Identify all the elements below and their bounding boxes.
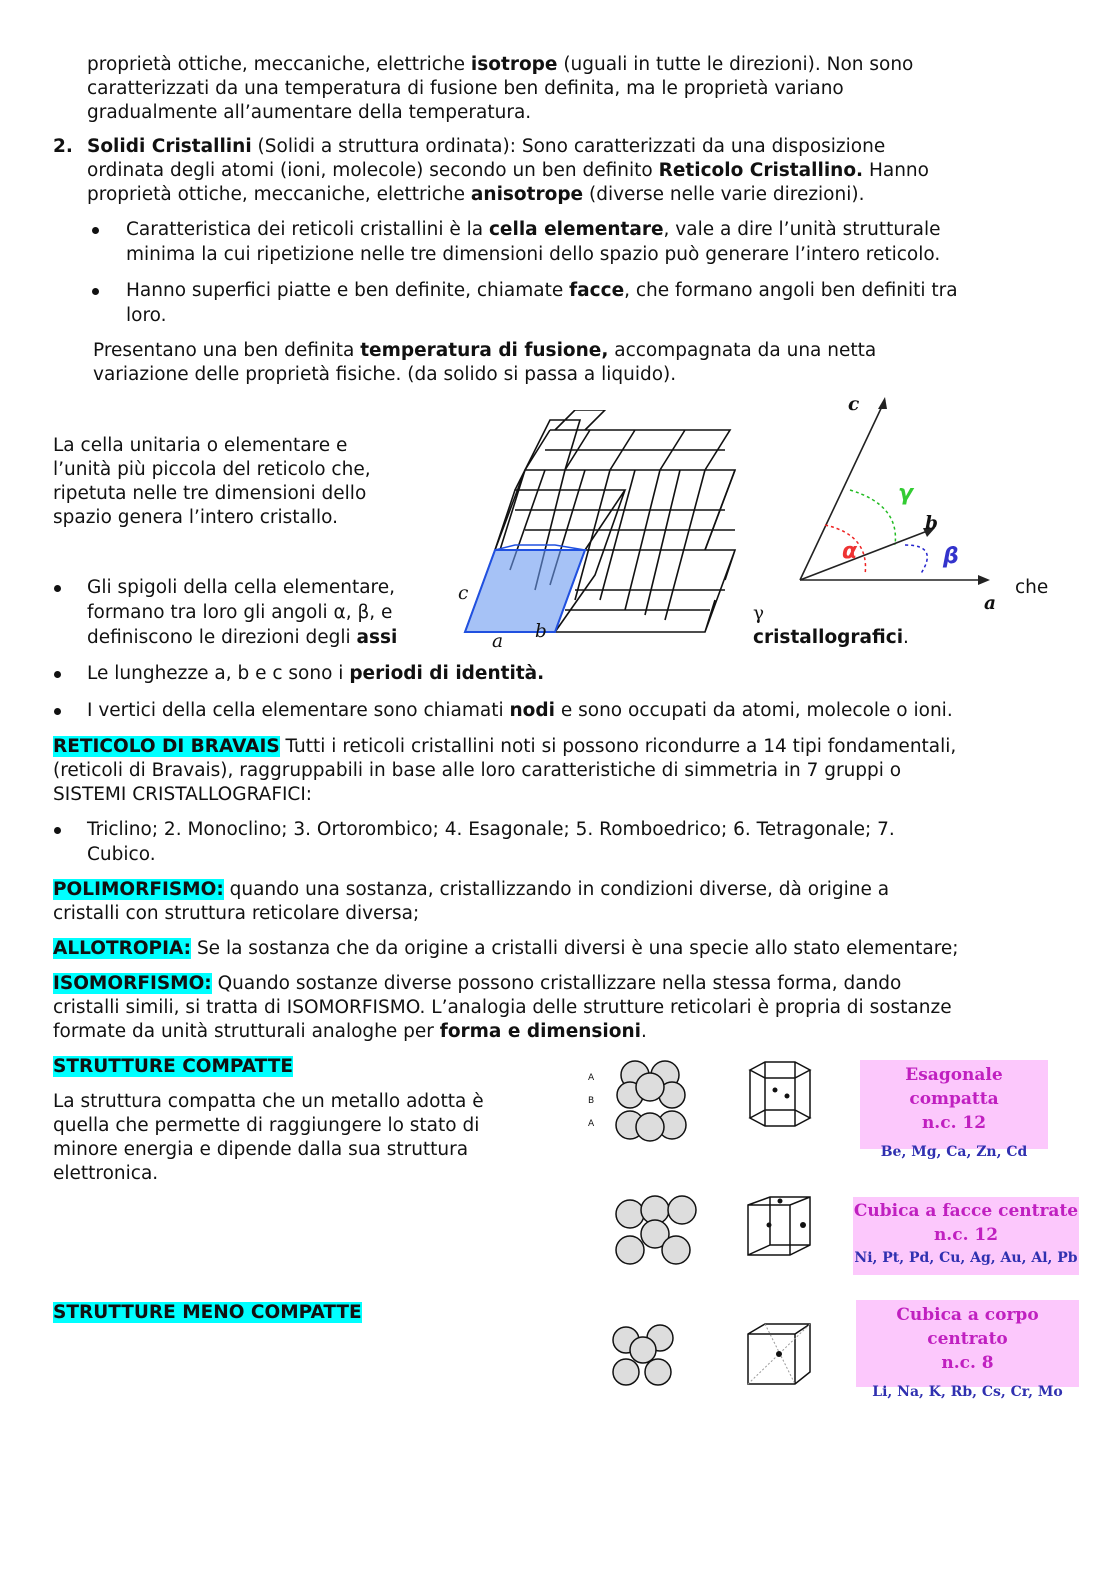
section-heading: ISOMORFISMO: xyxy=(53,973,212,994)
text-line: caratterizzati da una temperatura di fusione ben definita, ma le proprietà variano xyxy=(87,78,844,99)
beta-label: β xyxy=(943,544,959,569)
hcp-spheres xyxy=(610,1055,695,1145)
text-line: quella che permette di raggiungere lo stato di xyxy=(53,1115,480,1136)
section-heading: STRUTTURE COMPATTE xyxy=(53,1056,293,1077)
bullet xyxy=(92,288,99,295)
text-line: Gli spigoli della cella elementare, xyxy=(87,577,395,598)
text-line: Presentano una ben definita temperatura di fusione, accompagnata da una netta xyxy=(93,340,877,361)
axes-figure xyxy=(790,395,1000,590)
text-line: RETICOLO DI BRAVAIS Tutti i reticoli cristallini noti si possono ricondurre a 14 tipi fondamentali, xyxy=(53,736,957,757)
text-line: I vertici della cella elementare sono chiamati nodi e sono occupati da atomi, molecole o ioni. xyxy=(87,700,953,721)
text-line: elettronica. xyxy=(53,1163,159,1184)
hcp-cell xyxy=(745,1060,835,1130)
axis-c-label: c xyxy=(848,394,860,415)
text-line: ISOMORFISMO: Quando sostanze diverse possono cristallizzare nella stessa forma, dando xyxy=(53,973,902,994)
bullet xyxy=(54,671,61,678)
structure-card-hcp xyxy=(860,1060,1048,1160)
text-line: Hanno superfici piatte e ben definite, chiamate facce, che formano angoli ben definiti tra xyxy=(126,280,958,301)
text-line: spazio genera l’intero cristallo. xyxy=(53,507,339,528)
text-line: ALLOTROPIA: Se la sostanza che da origine a cristalli diversi è una specie allo stato elementare; xyxy=(53,938,959,959)
axis-label-c: c xyxy=(458,583,469,604)
list-number: 2. xyxy=(53,136,73,157)
text-line: cristalli simili, si tratta di ISOMORFISMO. L’analogia delle strutture reticolari è propria di sostanze xyxy=(53,997,952,1018)
structure-elements: Ni, Pt, Pd, Cu, Ag, Au, Al, Pb xyxy=(854,1250,1078,1266)
text-line: ripetuta nelle tre dimensioni dello xyxy=(53,483,367,504)
text-line: Caratteristica dei reticoli cristallini è la cella elementare, vale a dire l’unità strutturale xyxy=(126,219,941,240)
text-line: cristallografici. xyxy=(753,627,909,648)
layer-label: A xyxy=(588,1119,595,1129)
axis-label-a: a xyxy=(492,631,504,652)
gamma-label: γ xyxy=(898,481,913,506)
text-line: gradualmente all’aumentare della temperatura. xyxy=(87,102,532,123)
text-line: ordinata degli atomi (ioni, molecole) secondo un ben definito Reticolo Cristallino. Hanno xyxy=(87,160,929,181)
text-line: Triclino; 2. Monoclino; 3. Ortorombico; 4. Esagonale; 5. Romboedrico; 6. Tetragonale; 7. xyxy=(87,819,895,840)
structure-name: Esagonale compatta xyxy=(905,1065,1003,1109)
text-line: γ xyxy=(753,603,765,624)
text-line: La struttura compatta che un metallo adotta è xyxy=(53,1091,484,1112)
section-heading: POLIMORFISMO: xyxy=(53,879,224,900)
fcc-cell xyxy=(745,1195,835,1265)
bullet xyxy=(54,827,61,834)
text-line: formano tra loro gli angoli α, β, e xyxy=(87,602,393,623)
text-line: minore energia e dipende dalla sua struttura xyxy=(53,1139,469,1160)
text-line: definiscono le direzioni degli assi xyxy=(87,627,398,648)
text-line: minima la cui ripetizione nelle tre dimensioni dello spazio può generare l’intero reticolo. xyxy=(126,244,941,265)
coordination-number: n.c. 8 xyxy=(941,1353,994,1373)
bullet xyxy=(54,585,61,592)
text-line: variazione delle proprietà fisiche. (da solido si passa a liquido). xyxy=(93,364,677,385)
text-line: SISTEMI CRISTALLOGRAFICI: xyxy=(53,784,313,805)
bcc-cell xyxy=(745,1322,820,1387)
axis-b-label: b xyxy=(925,513,938,534)
axis-a-label: a xyxy=(984,593,996,614)
structure-card-bcc xyxy=(856,1300,1079,1400)
text-line: Cubico. xyxy=(87,844,156,865)
structure-elements: Li, Na, K, Rb, Cs, Cr, Mo xyxy=(872,1384,1063,1400)
text-line: cristalli con struttura reticolare diversa; xyxy=(53,903,420,924)
structure-name: Cubica a facce centrate xyxy=(853,1201,1079,1221)
text-line: POLIMORFISMO: quando una sostanza, cristallizzando in condizioni diverse, dà origine a xyxy=(53,879,890,900)
section-heading: RETICOLO DI BRAVAIS xyxy=(53,736,280,757)
lattice-figure xyxy=(455,410,745,650)
bullet xyxy=(92,227,99,234)
text-line: Le lunghezze a, b e c sono i periodi di identità. xyxy=(87,663,545,684)
structure-elements: Be, Mg, Ca, Zn, Cd xyxy=(880,1144,1028,1160)
text-line: formate da unità strutturali analoghe per forma e dimensioni. xyxy=(53,1021,647,1042)
section-heading: STRUTTURE MENO COMPATTE xyxy=(53,1302,362,1323)
coordination-number: n.c. 12 xyxy=(933,1225,999,1245)
text-line: l’unità più piccola del reticolo che, xyxy=(53,459,371,480)
coordination-number: n.c. 12 xyxy=(921,1113,987,1133)
axis-label-b: b xyxy=(535,621,547,642)
text-line: loro. xyxy=(126,305,167,326)
text-line xyxy=(53,1301,362,1325)
text-line: proprietà ottiche, meccaniche, elettriche isotrope (uguali in tutte le direzioni). Non sono xyxy=(87,54,914,75)
structure-name: Cubica a corpo centrato xyxy=(896,1305,1039,1349)
layer-label: B xyxy=(588,1096,595,1106)
text-line: La cella unitaria o elementare e xyxy=(53,435,348,456)
layer-label: A xyxy=(588,1073,595,1083)
text-line: (reticoli di Bravais), raggruppabili in base alle loro caratteristiche di simmetria in 7 gruppi o xyxy=(53,760,902,781)
bullet xyxy=(54,708,61,715)
text-line xyxy=(53,1055,293,1079)
text-line: che xyxy=(1015,577,1049,598)
alpha-label: α xyxy=(842,539,858,564)
section-heading: ALLOTROPIA: xyxy=(53,938,192,959)
text-line: proprietà ottiche, meccaniche, elettriche anisotrope (diverse nelle varie direzioni). xyxy=(87,184,865,205)
structure-card-fcc xyxy=(853,1197,1079,1275)
bcc-spheres xyxy=(608,1322,688,1392)
fcc-spheres xyxy=(610,1192,700,1272)
text-line: Solidi Cristallini (Solidi a struttura ordinata): Sono caratterizzati da una disposizione xyxy=(87,136,886,157)
